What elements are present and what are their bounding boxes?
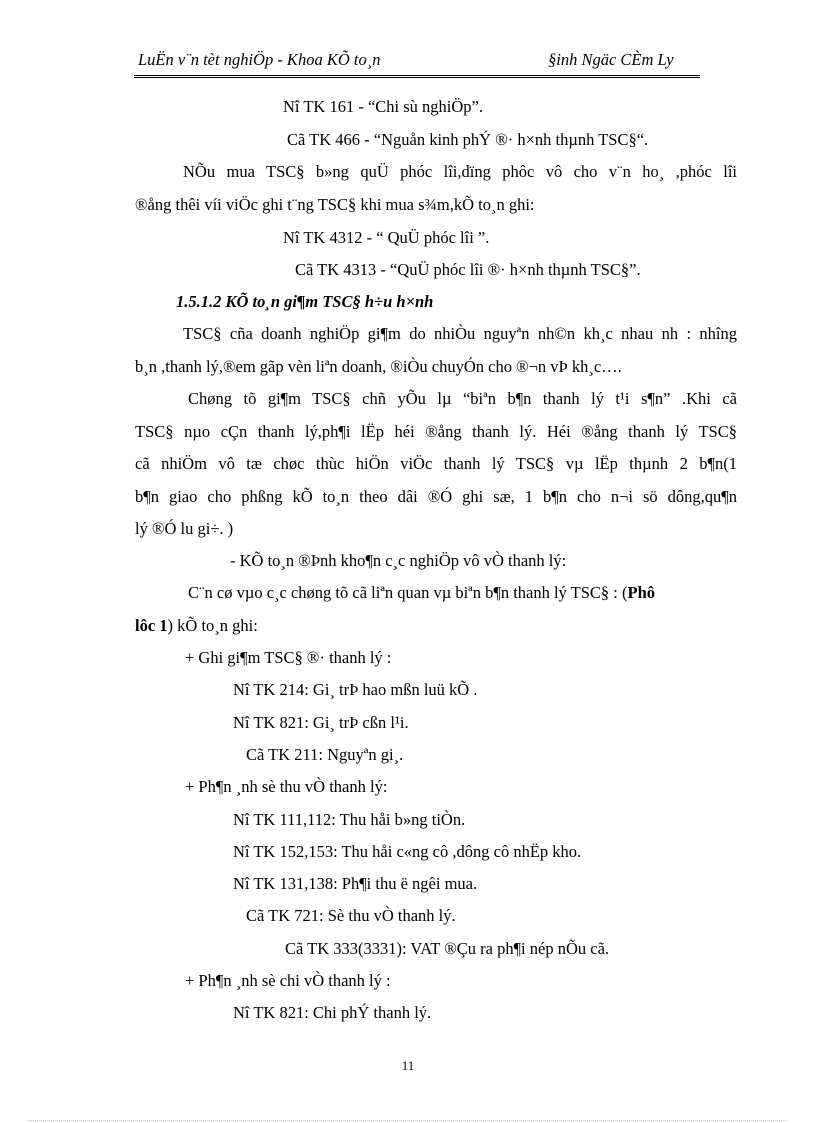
entry-credit-466: Cã TK 466 - “Nguån kinh phÝ ®· h×nh thµnh TSC§“. (287, 130, 649, 149)
appendix-ref-part1: Phô (627, 583, 655, 602)
paragraph-text: C¨n cø vµo c¸c chøng tõ cã liªn quan vµ biªn b¶n thanh lý TSC§ : ( (188, 583, 628, 602)
page-bottom-border (28, 1120, 788, 1121)
header-divider (134, 75, 700, 78)
paragraph-line: b¸n ,thanh lý,®em gãp vèn liªn doanh, ®iÒu chuyÓn cho ®¬n vÞ kh¸c…. (135, 357, 622, 376)
entry-credit-211: Cã TK 211: Nguyªn gi¸. (246, 745, 404, 764)
entry-credit-4313: Cã TK 4313 - “QuÜ phóc lîi ®· h×nh thµnh TSC§”. (295, 260, 641, 279)
entry-debit-131-138: Nî TK 131,138: Ph¶i thu ë ngêi mua. (233, 874, 478, 893)
subheading-line: - KÕ to¸n ®Þnh kho¶n c¸c nghiÖp vô vÒ thanh lý: (230, 551, 567, 570)
paragraph-line: Chøng tõ gi¶m TSC§ chñ yÕu lµ “biªn b¶n thanh lý t¹i s¶n” .Khi cã (188, 389, 737, 408)
paragraph-line: lý ®Ó lu gi÷. ) (135, 519, 234, 538)
entry-credit-721: Cã TK 721: Sè thu vÒ thanh lý. (246, 906, 456, 925)
paragraph-line (188, 583, 655, 603)
paragraph-line: cã nhiÖm vô tæ chøc thùc hiÖn viÖc thanh lý TSC§ vµ lËp thµnh 2 b¶n(1 (135, 454, 737, 473)
section-heading: 1.5.1.2 KÕ to¸n gi¶m TSC§ h÷u h×nh (176, 292, 434, 311)
entry-credit-333: Cã TK 333(3331): VAT ®Çu ra ph¶i nép nÕu cã. (285, 939, 610, 958)
list-heading: + Ghi gi¶m TSC§ ®· thanh lý : (185, 648, 392, 667)
header-thesis-title: LuËn v¨n tèt nghiÖp - Khoa KÕ to¸n (138, 50, 381, 69)
page-header (138, 50, 698, 76)
appendix-ref-part2: lôc 1 (135, 616, 168, 635)
entry-debit-152-153: Nî TK 152,153: Thu håi c«ng cô ,dông cô nhËp kho. (233, 842, 582, 861)
list-heading: + Ph¶n ¸nh sè thu vÒ thanh lý: (185, 777, 388, 796)
paragraph-line: NÕu mua TSC§ b»ng quÜ phóc lîi,dïng phôc vô cho v¨n ho¸ ,phóc lîi (183, 162, 737, 181)
entry-debit-4312: Nî TK 4312 - “ QuÜ phóc lîi ”. (283, 228, 490, 247)
page-number: 11 (401, 1058, 415, 1073)
header-author-name: §inh Ngäc CÈm Ly (548, 50, 674, 69)
entry-debit-821-cost: Nî TK 821: Chi phÝ thanh lý. (233, 1003, 432, 1022)
entry-debit-161: Nî TK 161 - “Chi sù nghiÖp”. (283, 97, 483, 116)
paragraph-text: ) kÕ to¸n ghi: (167, 616, 258, 635)
paragraph-line (135, 616, 258, 636)
entry-debit-111-112: Nî TK 111,112: Thu håi b»ng tiÒn. (233, 810, 466, 829)
paragraph-line: TSC§ cña doanh nghiÖp gi¶m do nhiÒu nguyªn nh©n kh¸c nhau nh : nhîng (183, 324, 737, 343)
entry-debit-214: Nî TK 214: Gi¸ trÞ hao mßn luü kÕ . (233, 680, 478, 699)
list-heading: + Ph¶n ¸nh sè chi vÒ thanh lý : (185, 971, 391, 990)
paragraph-line: ®ång thêi víi viÖc ghi t¨ng TSC§ khi mua s¾m,kÕ to¸n ghi: (135, 195, 535, 214)
paragraph-line: TSC§ nµo cÇn thanh lý,ph¶i lËp héi ®ång thanh lý. Héi ®ång thanh lý TSC§ (135, 422, 737, 441)
paragraph-line: b¶n giao cho phßng kÕ to¸n theo dâi ®Ó ghi sæ, 1 b¶n cho n¬i sö dông,qu¶n (135, 487, 737, 506)
entry-debit-821: Nî TK 821: Gi¸ trÞ cßn l¹i. (233, 713, 409, 732)
